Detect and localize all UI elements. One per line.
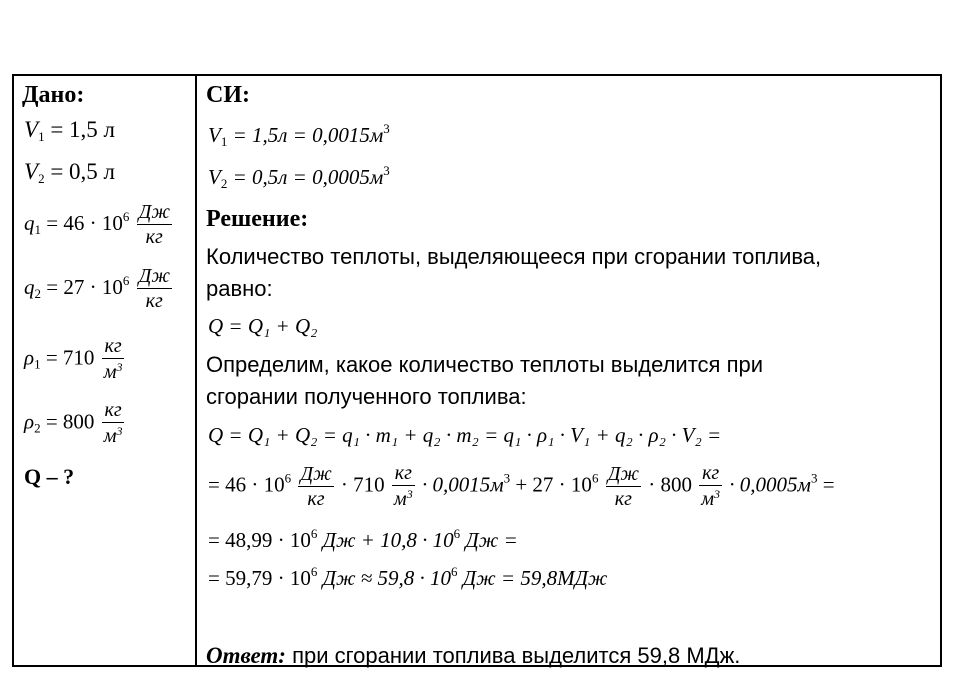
solution-text-3: Определим, какое количество теплоты выделится при bbox=[206, 352, 764, 377]
eq2-fraction-2: $\frac{кг}{м^3}$ bbox=[393, 462, 413, 510]
solution-heading: Решение: bbox=[206, 206, 309, 232]
solution-text-2: равно: bbox=[206, 276, 273, 301]
q1-unit-fraction: $\frac{Дж}{кг}$ bbox=[138, 201, 170, 248]
si-line-2: $V_2 = 0,5л = 0,0005м^3$ bbox=[208, 163, 390, 191]
given-q1: $q_1 = 46 \cdot 10^6$ $\frac{Дж}{кг}$ bbox=[24, 201, 170, 248]
eq2-fraction-3: $\frac{Дж}{кг}$ bbox=[607, 462, 640, 510]
given-find: Q – ? bbox=[24, 464, 75, 489]
solution-equation-4: = $59,79 \cdot 10^6$ Дж ≈ $59,8 \cdot 10^6$ Дж = 59,8МДж bbox=[208, 564, 608, 590]
given-v2: $V_2 = 0,5$ л bbox=[24, 159, 116, 186]
given-heading: Дано: bbox=[22, 82, 85, 108]
solution-formula-1: Q = Q₁ + Q₂ bbox=[208, 314, 318, 338]
column-divider bbox=[195, 74, 197, 667]
answer-label: Ответ: bbox=[206, 643, 286, 668]
solution-text-4: сгорании полученного топлива: bbox=[206, 384, 527, 409]
eq2-fraction-4: $\frac{кг}{м^3}$ bbox=[701, 462, 721, 510]
answer-text: при сгорании топлива выделится 59,8 МДж. bbox=[285, 643, 741, 668]
solution-equation-1: Q = Q₁ + Q₂ = q₁ · m₁ + q₂ · m₂ = q₁ · ρ₁ · V₁ + q₂ · ρ₂ · V₂ = bbox=[208, 423, 722, 447]
given-v1: $V_1 = 1,5$ л bbox=[24, 117, 116, 144]
answer-line bbox=[206, 644, 740, 667]
rho2-unit-fraction: $\frac{кг}{м^3}$ bbox=[103, 399, 123, 447]
eq2-fraction-1: $\frac{Дж}{кг}$ bbox=[300, 462, 332, 510]
given-q2: $q_2 = 27 \cdot 10^6$ $\frac{Дж}{кг}$ bbox=[24, 265, 170, 312]
si-heading: СИ: bbox=[206, 82, 250, 108]
given-rho2: $\rho_2 = 800$ $\frac{кг}{м^3}$ bbox=[24, 399, 123, 447]
solution-equation-2: = $46 \cdot 10^6$ $\frac{Дж}{кг}$ · 710 $\frac{кг}{м^3}$ · $0,0015м^3 + 27 \cdot 10^6$ $\frac{Дж}{кг}$ · 800 $\frac{кг}{м^3}$ · $0,0005м^3$ = bbox=[208, 462, 835, 510]
si-line-1: $V_1 = 1,5л = 0,0015м^3$ bbox=[208, 121, 390, 149]
q2-unit-fraction: $\frac{Дж}{кг}$ bbox=[138, 265, 170, 312]
given-rho1: $\rho_1 = 710$ $\frac{кг}{м^3}$ bbox=[24, 335, 123, 383]
rho1-unit-fraction: $\frac{кг}{м^3}$ bbox=[103, 335, 123, 383]
solution-text-1: Количество теплоты, выделяющееся при сгорании топлива, bbox=[206, 244, 822, 269]
solution-equation-3: = $48,99 \cdot 10^6$ Дж + $10,8 \cdot 10^6$ Дж = bbox=[208, 526, 518, 552]
